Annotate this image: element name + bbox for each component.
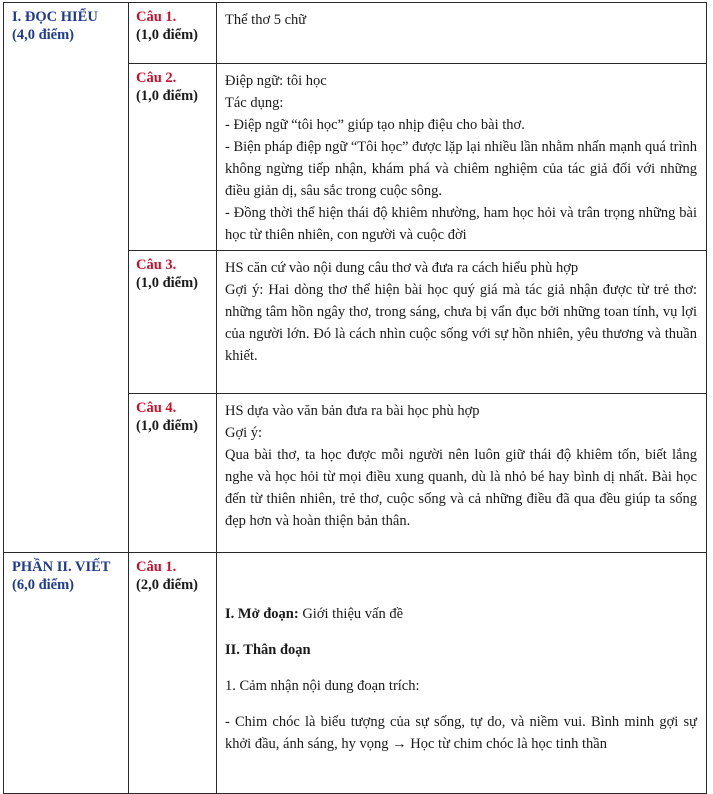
part2-title: PHẦN II. VIẾT — [12, 559, 111, 575]
answer-line: HS dựa vào văn bản đưa ra bài học phù hợp — [225, 403, 480, 419]
part1-title: I. ĐỌC HIỂU — [12, 9, 98, 25]
question-points: (1,0 điểm) — [136, 88, 199, 104]
question-cell — [129, 64, 217, 251]
sub-heading: 1. Cảm nhận nội dung đoạn trích: — [225, 678, 420, 694]
answer-line: Điệp ngữ: tôi học — [225, 73, 327, 89]
spacer — [225, 559, 697, 603]
answer-paragraph: - Chim chóc là biểu tượng của sự sống, tự do, và niềm vui. Bình minh gợi sự khởi đầu, ánh sáng, hy vọng → Học từ chim chóc là học tinh thần — [225, 714, 697, 752]
answer-line: - Đồng thời thể hiện thái độ khiêm nhường, ham học hỏi và trân trọng những bài học từ thiên nhiên, con người và cuộc đời — [225, 205, 697, 243]
question-points: (1,0 điểm) — [136, 418, 199, 434]
part1-cell — [4, 3, 129, 553]
question-points: (1,0 điểm) — [136, 27, 199, 43]
question-cell — [129, 394, 217, 553]
question-points: (1,0 điểm) — [136, 275, 199, 291]
intro-line — [225, 603, 697, 625]
question-label: Câu 4. — [136, 400, 177, 416]
intro-text: Giới thiệu vấn đề — [298, 606, 404, 622]
question-label: Câu 2. — [136, 70, 177, 86]
table-row — [4, 553, 707, 794]
part2-cell — [4, 553, 129, 794]
table-row — [4, 3, 707, 64]
answer-table — [3, 2, 707, 794]
intro-heading: I. Mở đoạn: — [225, 606, 299, 622]
answer-line: Gợi ý: Hai dòng thơ thể hiện bài học quý giá mà tác giả nhận được từ trẻ thơ: những tâm hồn ngây thơ, trong sáng, chưa bị vẩn đục bởi những toan tính, vụ lợi của người lớn. Đó là cách nhìn cuộc sống với sự hồn nhiên, yêu thương và thuần khiết. — [225, 282, 697, 364]
answer-line: HS căn cứ vào nội dung câu thơ và đưa ra cách hiểu phù hợp — [225, 260, 579, 276]
question-cell — [129, 3, 217, 64]
question-cell — [129, 251, 217, 394]
question-cell — [129, 553, 217, 794]
part1-points: (4,0 điểm) — [12, 27, 75, 43]
answer-line: Thể thơ 5 chữ — [225, 12, 307, 28]
answer-cell — [217, 394, 707, 553]
answer-line: Tác dụng: — [225, 95, 284, 111]
question-label: Câu 3. — [136, 257, 177, 273]
question-label: Câu 1. — [136, 9, 177, 25]
answer-line: - Biện pháp điệp ngữ “Tôi học” được lặp lại nhiều lần nhằm nhấn mạnh quá trình không ngừng tiếp nhận, khám phá và chiêm nghiệm của tác giả đối với những điều giản dị, sâu sắc trong cuộc sông. — [225, 139, 697, 199]
body-heading: II. Thân đoạn — [225, 642, 311, 658]
answer-line: Gợi ý: — [225, 425, 263, 441]
part2-points: (6,0 điểm) — [12, 577, 75, 593]
question-points: (2,0 điểm) — [136, 577, 199, 593]
question-label: Câu 1. — [136, 559, 177, 575]
answer-cell — [217, 3, 707, 64]
answer-line: - Điệp ngữ “tôi học” giúp tạo nhịp điệu cho bài thơ. — [225, 117, 525, 133]
answer-cell — [217, 553, 707, 794]
answer-cell — [217, 251, 707, 394]
answer-cell — [217, 64, 707, 251]
answer-line: Qua bài thơ, ta học được mỗi người nên luôn giữ thái độ khiêm tốn, biết lắng nghe và học hỏi từ mọi điều xung quanh, dù là nhỏ bé hay bình dị nhất. Bài học đến từ thiên nhiên, trẻ thơ, cuộc sống và cả những điều đã qua đều giúp ta sống đẹp hơn và hoàn thiện bản thân. — [225, 447, 697, 529]
